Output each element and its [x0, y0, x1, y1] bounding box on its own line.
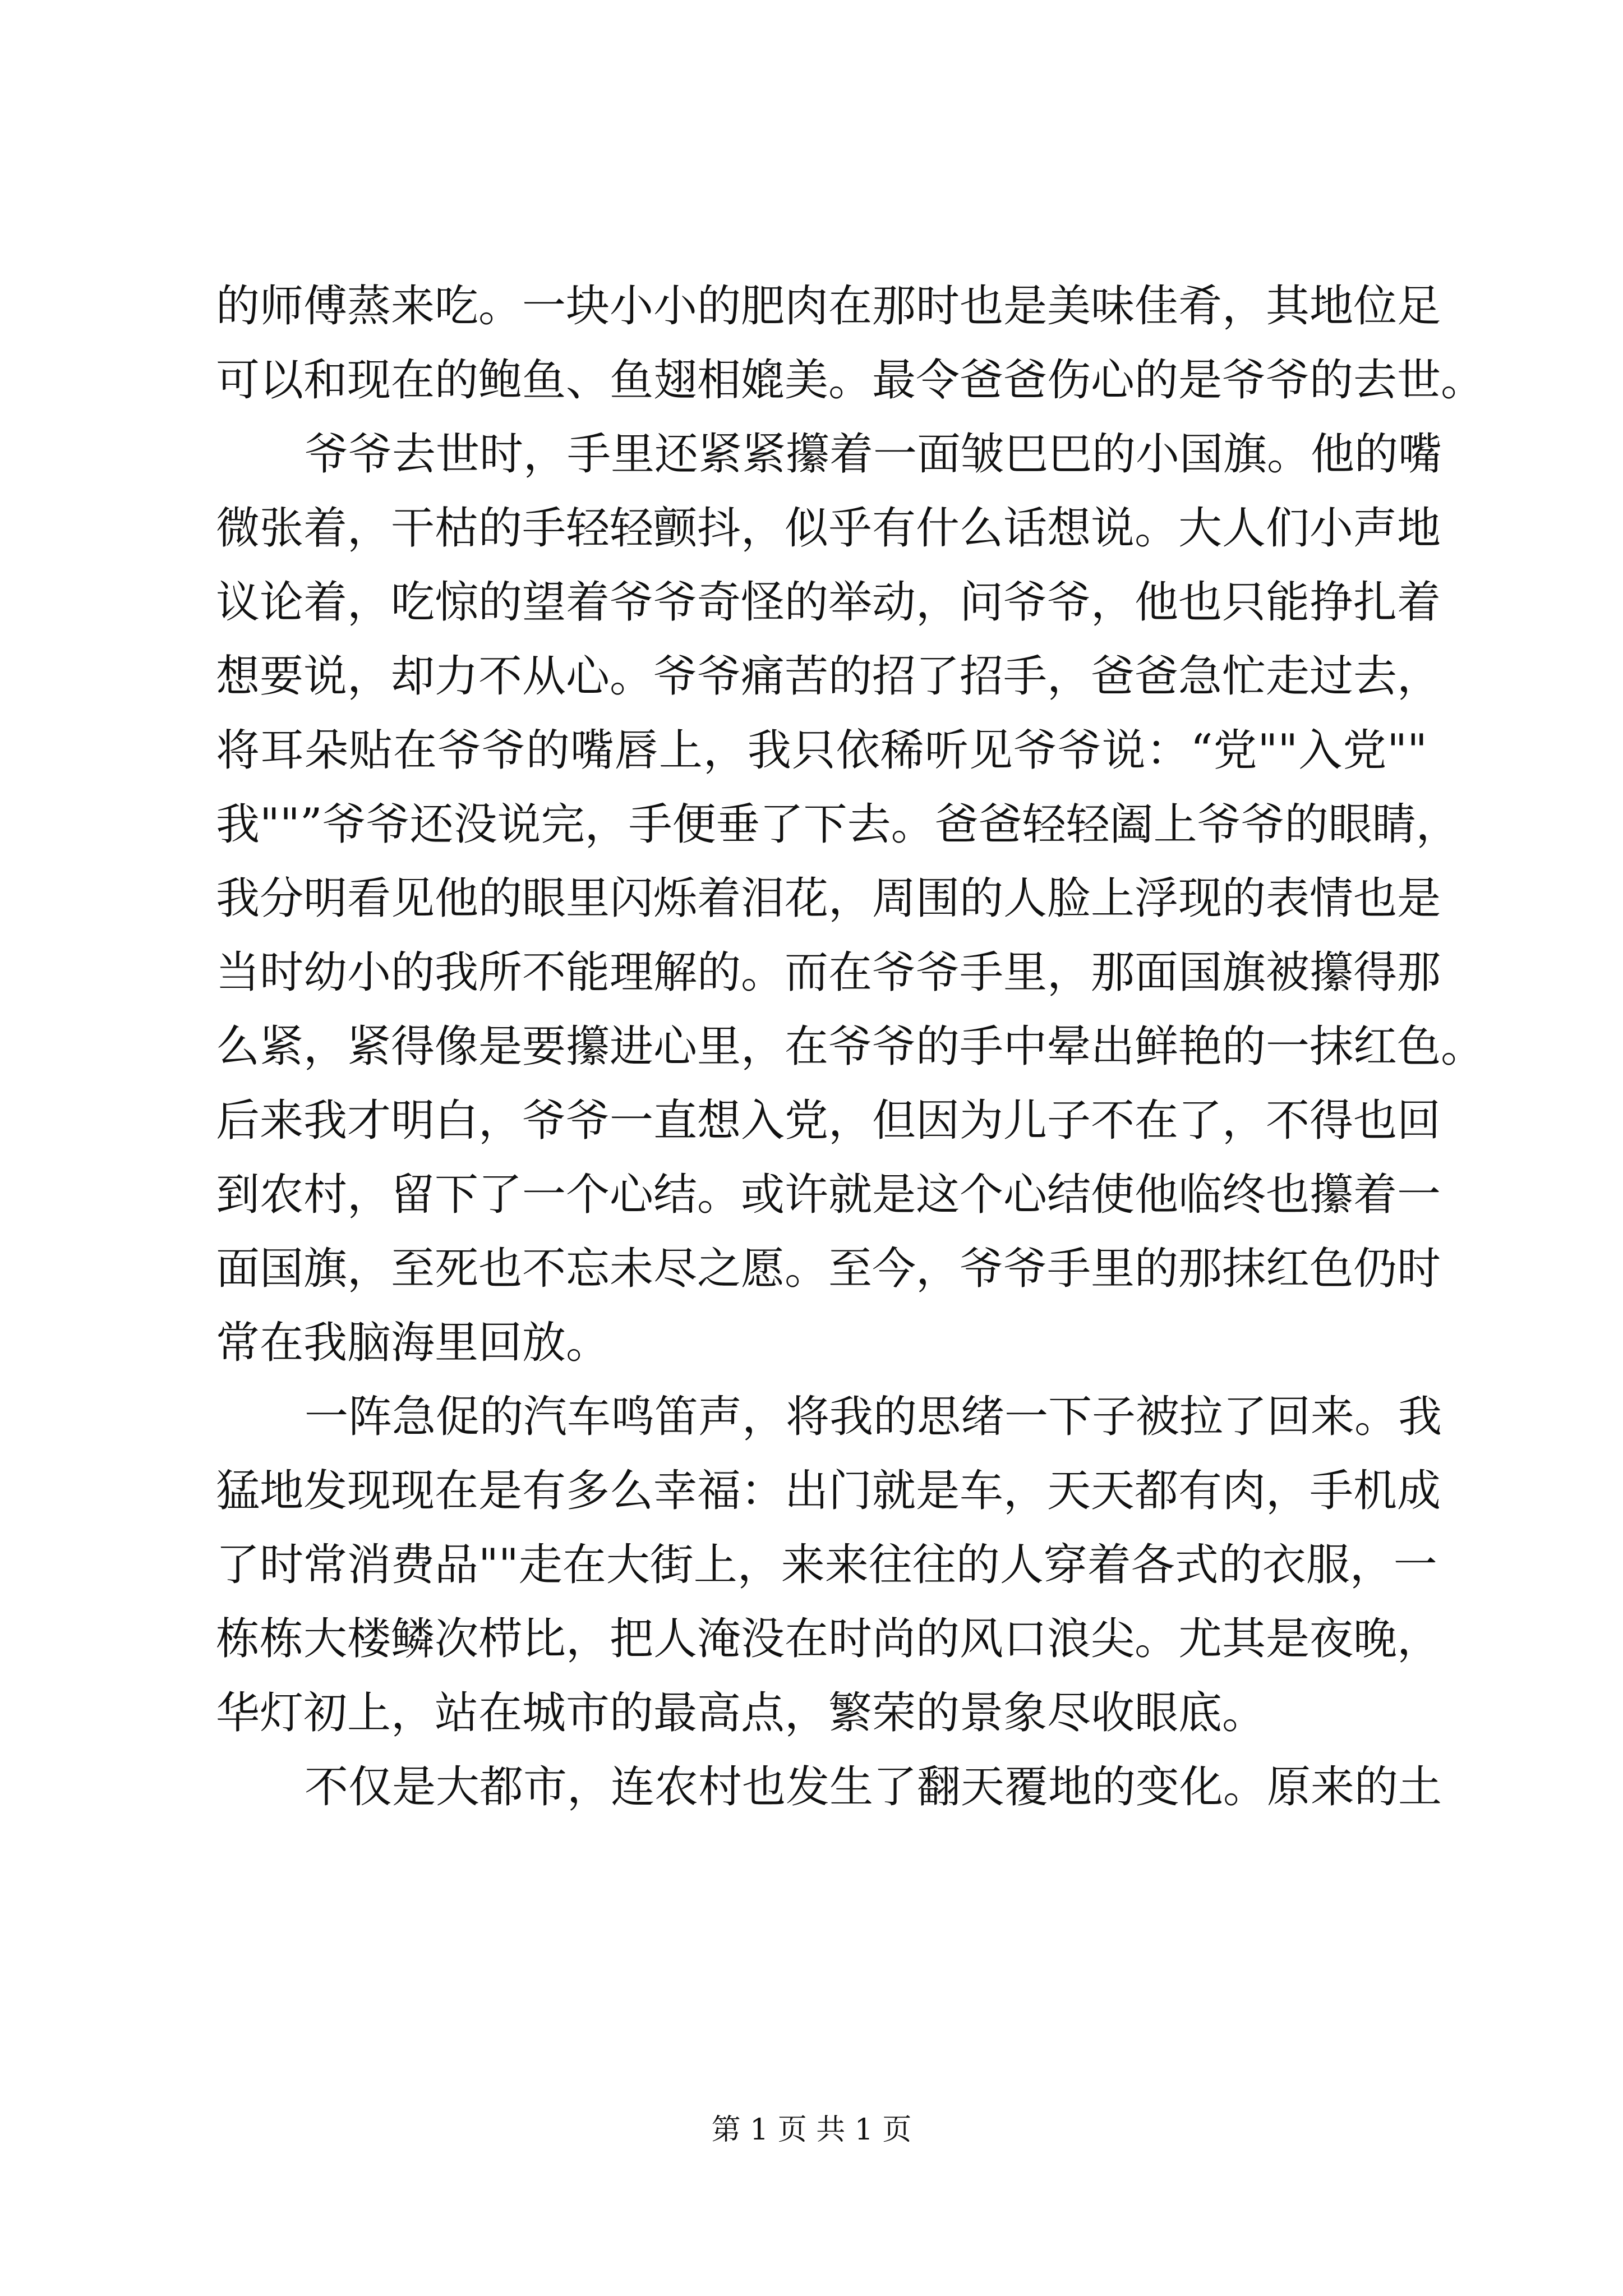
text-line: 我""”爷爷还没说完，手便垂了下去。爸爸轻轻阖上爷爷的眼睛，: [216, 799, 1460, 850]
text-line: 我分明看见他的眼里闪烁着泪花，周围的人脸上浮现的表情也是: [216, 873, 1441, 924]
text-line: 常在我脑海里回放。: [216, 1318, 610, 1368]
text-line: 可以和现在的鲍鱼、鱼翅相媲美。最令爸爸伤心的是爷爷的去世。: [216, 355, 1485, 406]
text-line: 面国旗，至死也不忘未尽之愿。至今，爷爷手里的那抹红色仍时: [216, 1244, 1441, 1294]
document-body: [216, 269, 1485, 1824]
text-line: 微张着，干枯的手轻轻颤抖，似乎有什么话想说。大人们小声地: [216, 503, 1441, 554]
text-line: 么紧，紧得像是要攥进心里，在爷爷的手中晕出鲜艳的一抹红色。: [216, 1022, 1485, 1072]
text-line: 爷爷去世时，手里还紧紧攥着一面皱巴巴的小国旗。他的嘴: [305, 429, 1442, 480]
text-line: 栋栋大楼鳞次栉比，把人淹没在时尚的风口浪尖。尤其是夜晚，: [216, 1614, 1441, 1664]
text-line: 一阵急促的汽车鸣笛声，将我的思绪一下子被拉了回来。我: [305, 1392, 1442, 1442]
text-line: 猛地发现现在是有多么幸福：出门就是车，天天都有肉，手机成: [216, 1466, 1441, 1516]
text-line: 想要说，却力不从心。爷爷痛苦的招了招手，爸爸急忙走过去，: [216, 651, 1441, 702]
text-line: 了时常消费品""走在大街上，来来往往的人穿着各式的衣服，一: [216, 1540, 1437, 1590]
text-line: 华灯初上，站在城市的最高点，繁荣的景象尽收眼底。: [216, 1688, 1266, 1738]
text-line: 将耳朵贴在爷爷的嘴唇上，我只依稀听见爷爷说：“党""入党"": [216, 725, 1427, 776]
page-footer: 第 1 页 共 1 页: [711, 2113, 912, 2147]
text-line: 后来我才明白，爷爷一直想入党，但因为儿子不在了，不得也回: [216, 1096, 1441, 1146]
text-line: 议论着，吃惊的望着爷爷奇怪的举动，问爷爷，他也只能挣扎着: [216, 577, 1441, 628]
text-line: 到农村，留下了一个心结。或许就是这个心结使他临终也攥着一: [216, 1170, 1441, 1220]
text-line: 当时幼小的我所不能理解的。而在爷爷手里，那面国旗被攥得那: [216, 947, 1441, 998]
text-line: 的师傅蒸来吃。一块小小的肥肉在那时也是美味佳肴，其地位足: [216, 281, 1441, 332]
text-line: 不仅是大都市，连农村也发生了翻天覆地的变化。原来的土: [305, 1762, 1442, 1812]
